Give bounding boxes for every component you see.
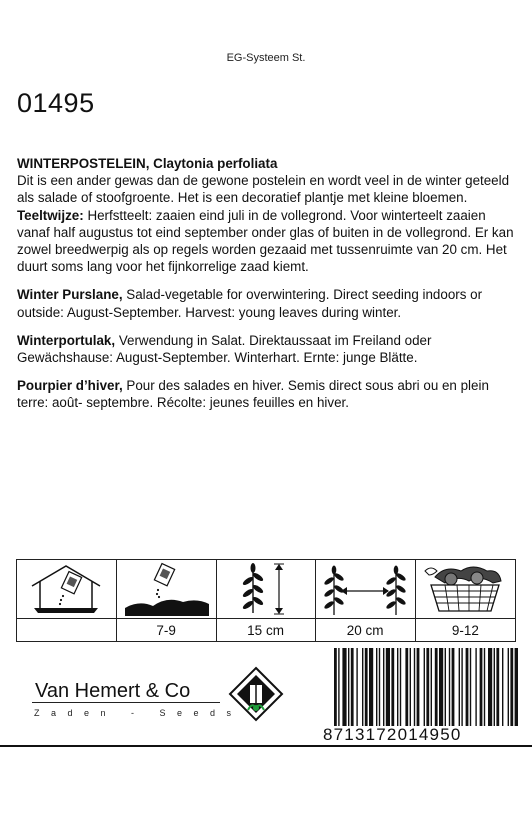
barcode-bar [376,648,377,726]
barcode-bar [417,648,420,726]
icon-label-sowing-months: 7-9 [116,619,216,642]
product-code: 01495 [17,88,95,118]
english-label: Winter Purslane, [17,287,123,303]
barcode-bar [508,648,509,726]
barcode-bar [383,648,384,726]
barcode-bar [470,648,471,726]
van-hemert-logo-icon [228,666,284,722]
barcode-bar [356,648,357,726]
barcode-bar [461,648,462,726]
icon-label-spacing: 20 cm [315,619,415,642]
barcode-bar [435,648,438,726]
brand-tagline: Zaden - Seeds [34,708,243,718]
barcode-bar [386,648,390,726]
barcode-bar [452,648,455,726]
brand-name: Van Hemert & Co [35,680,191,702]
brand-divider [32,702,220,703]
dutch-body: Dit is een ander gewas dan de gewone postelein en wordt veel in de winter geteeld als salade of stoofgroente. Het is een decoratief plantje met kleine bloemen. [17,173,510,206]
sowing-icons-table [16,559,516,642]
barcode-bar [379,648,380,726]
teeltwijze-label: Teeltwijze: [17,207,84,223]
barcode-bar [369,648,373,726]
english-section [17,286,517,320]
greenhouse-sowing-icon [26,562,106,616]
barcode-bar [494,648,495,726]
barcode-bar [334,648,337,726]
barcode-bar [405,648,408,726]
icon-cell-outdoor [116,560,216,619]
barcode-bar [351,648,354,726]
barcode-bar [424,648,425,726]
plant-spacing-icon [320,561,410,617]
english-text: Salad-vegetable for overwintering. Direct seeding indoors or outside: August-September. Harvest: young leaves during winter. [17,287,483,320]
barcode-bar [445,648,446,726]
description-text [17,155,517,423]
german-text: Verwendung in Salat. Direktaussaat im Freiland oder Gewächshause: August-September. Winterhart. Ernte: junge Blätte. [17,332,432,366]
barcode-bar [475,648,476,726]
eg-system-label: EG-Systeem St. [226,52,306,64]
icon-label-greenhouse [17,619,117,642]
barcode-bar [397,648,398,726]
barcode [334,648,518,726]
outdoor-sowing-icon [123,562,209,616]
dutch-title: WINTERPOSTELEIN, Claytonia perfoliata [17,156,278,171]
french-label: Pourpier d’hiver, [17,378,123,394]
plant-height-icon [231,561,301,617]
barcode-bar [426,648,429,726]
barcode-bar [484,648,485,726]
barcode-bar [342,648,346,726]
barcode-bar [431,648,432,726]
barcode-bar [480,648,483,726]
barcode-bar [510,648,513,726]
barcode-bar [439,648,443,726]
german-section [17,332,517,366]
icon-label-height: 15 cm [216,619,315,642]
icon-label-harvest-months: 9-12 [415,619,515,642]
barcode-bar [414,648,415,726]
barcode-bar [515,648,518,726]
barcode-bar [410,648,411,726]
barcode-bar [362,648,363,726]
barcode-bar [466,648,469,726]
icon-cell-height [216,560,315,619]
german-label: Winterportulak, [17,332,116,348]
barcode-bar [496,648,499,726]
barcode-bar [488,648,492,726]
teeltwijze-text: Herfstteelt: zaaien eind juli in de vollegrond. Voor winterteelt zaaien vanaf half augustus tot eind september onder glas of buiten in de vollegrond. Er kan zowel breedwerpig als op regels worden gezaaid met tussenruimte van 20 cm. Het duurt soms lang voor het fijnkorrelige zaad kiemt. [17,207,514,275]
barcode-bar [459,648,460,726]
harvest-basket-icon [421,561,509,617]
french-text: Pour des salades en hiver. Semis direct sous abri ou en plein terre: août- septembre. Récolte: jeunes feuilles en hiver. [17,378,489,411]
barcode-bar [391,648,394,726]
bottom-divider [0,745,532,747]
icon-cell-harvest [415,560,515,619]
dutch-section [17,155,517,275]
barcode-bar [348,648,349,726]
barcode-bar [502,648,503,726]
barcode-bar [338,648,339,726]
barcode-bar [449,648,450,726]
barcode-digits: 8713172014950 [323,725,462,744]
french-section [17,377,517,411]
barcode-bar [365,648,368,726]
icon-cell-greenhouse [17,560,117,619]
barcode-bar [400,648,401,726]
icon-cell-spacing [315,560,415,619]
